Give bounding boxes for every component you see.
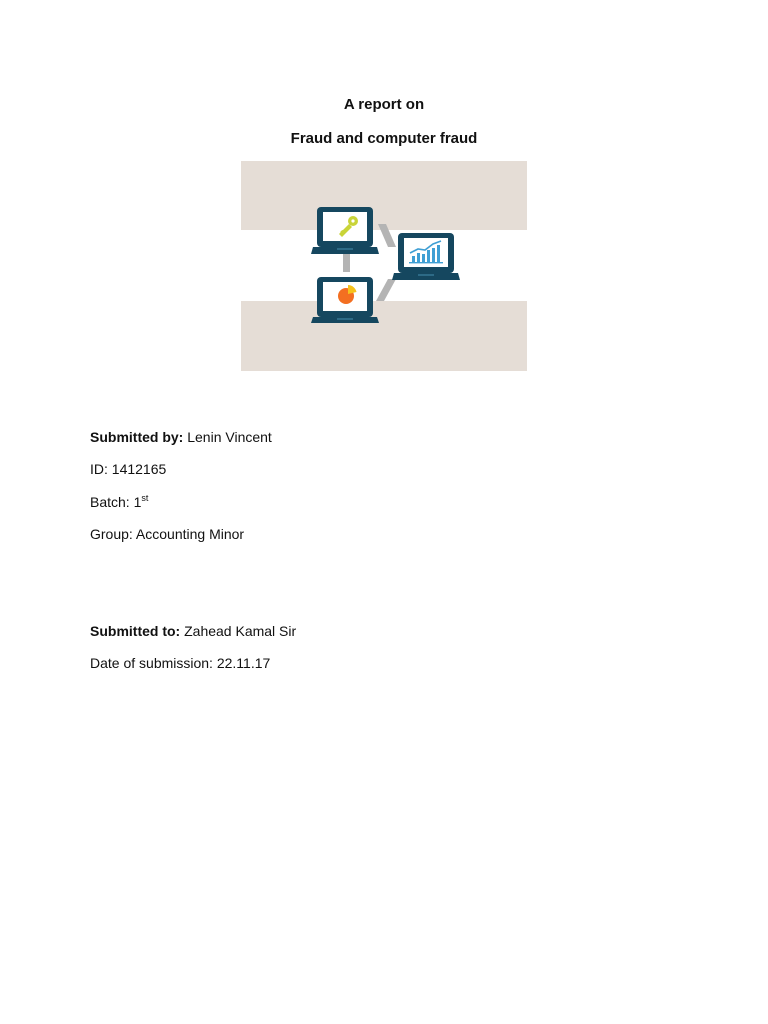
batch-text: Batch: 1 [90, 494, 142, 510]
submitted-to-line [90, 622, 296, 640]
batch-line [90, 493, 148, 511]
submitted-by-line [90, 428, 272, 446]
submitted-to-label: Submitted to: [90, 623, 181, 639]
group-line: Group: Accounting Minor [90, 526, 245, 542]
vertical-connector [343, 254, 350, 272]
date-of-submission-line: Date of submission: 22.11.17 [90, 655, 271, 671]
connected-laptops-illustration [241, 161, 527, 371]
report-title-line-2: Fraud and computer fraud [290, 130, 478, 147]
laptop-key-icon [311, 207, 379, 254]
submitted-by-value: Lenin Vincent [183, 429, 272, 445]
student-id-line: ID: 1412165 [90, 461, 167, 477]
submitted-by-label: Submitted by: [90, 429, 184, 445]
laptop-pie-chart-icon [311, 277, 379, 323]
report-title-line-1: A report on [343, 96, 425, 113]
batch-ordinal-suffix: st [141, 493, 149, 503]
submitted-to-value: Zahead Kamal Sir [180, 623, 297, 639]
laptop-bar-chart-icon [392, 233, 460, 280]
bottom-band [241, 301, 527, 371]
top-band [241, 161, 527, 230]
